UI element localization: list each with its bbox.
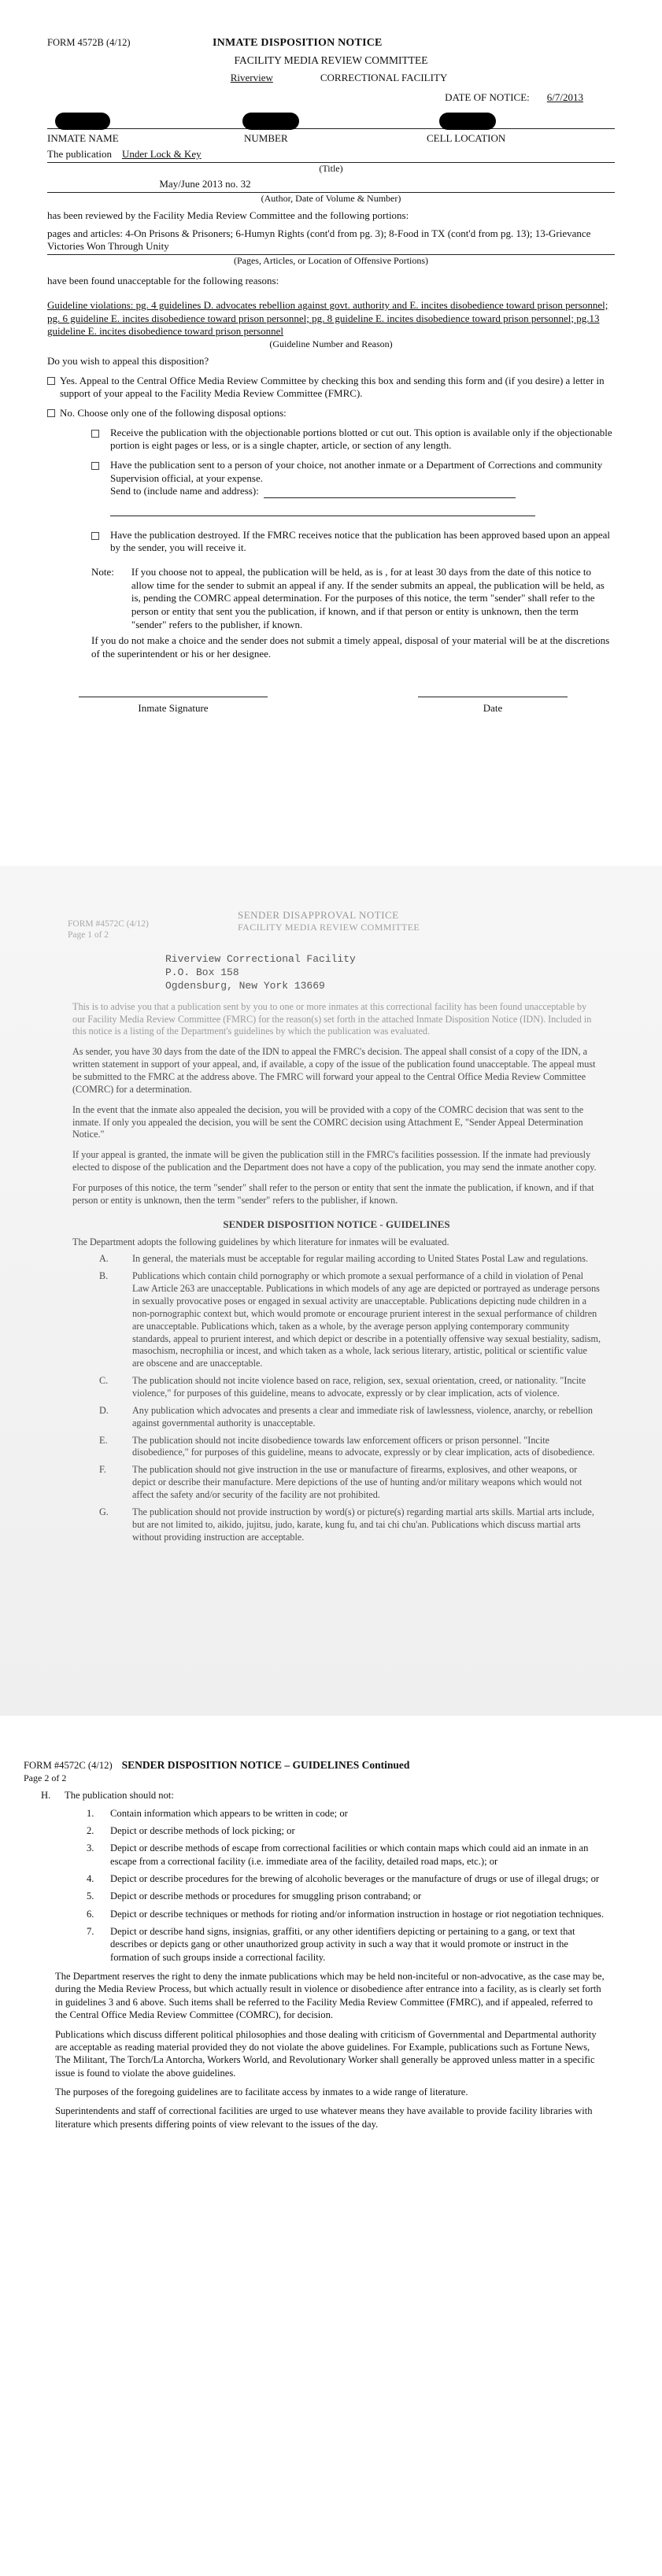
redaction-name <box>55 113 110 130</box>
send-to-address-field[interactable] <box>264 486 516 498</box>
list-text: Depict or describe methods or procedures for smuggling prison contraband; or <box>110 1890 422 1902</box>
send-to-address-field-2[interactable] <box>110 504 535 516</box>
list-text: Depict or describe methods of escape from correctional facilities or which contain maps which could aid an inmate in an escape from a correctional facility (i.e. immediate area of the facility, detailed road maps, etc.); or <box>110 1842 589 1867</box>
page-gap <box>0 1716 662 1724</box>
guidelines-list <box>72 1253 601 1543</box>
cell-location-label: CELL LOCATION <box>427 131 506 144</box>
blot-out-text: Receive the publication with the objectionable portions blotted or cut out. This option is available only if the objectionable portion is eight pages or less, or is a single chapter, article, or section of any length. <box>110 426 612 452</box>
guideline-text: Publications which contain child pornography or which promote a sexual performance of a child in violation of Penal Law Article 263 are unacceptable. Publications in which models of any age are depicted or portrayed as underage persons in sexually provocative poses or engaged in sexual activity are unacceptable. Publications depicting nude children in a non-pornographic context but, which would promote or encourage prurient interest in the sexual performance of children are unacceptable. Publications which, taken as a whole, by the average person applying contemporary community standards, appeal to prurient interest, and which depict or describe in a potentially offensive way sexual bestiality, sadism, masochism, necrophilia or incest, and which taken as a whole, lack serious literary, artistic, political or scientific value are obscene and are unacceptable. <box>132 1270 601 1369</box>
guidelines-intro: The Department adopts the following guidelines by which literature for inmates will be evaluated. <box>72 1236 449 1247</box>
volume-value: May/June 2013 no. 32 <box>47 178 615 193</box>
inmate-disposition-notice-page <box>0 0 662 858</box>
guideline-letter: F. <box>99 1464 106 1476</box>
list-item <box>24 1890 607 1902</box>
inmate-labels-row <box>47 132 615 146</box>
sender-para-3: In the event that the inmate also appealed the decision, you will be provided with a copy of the COMRC decision that was sent to the inmate. If only you appealed the decision, you will be sent the COMRC decision using Attachment E, "Sender Appeal Determination Notice." <box>72 1103 584 1140</box>
guideline-h-intro: The publication should not: <box>65 1790 174 1802</box>
list-item <box>24 1872 607 1885</box>
list-number: 5. <box>87 1890 94 1902</box>
list-number: 7. <box>87 1926 94 1938</box>
note-block <box>47 566 615 631</box>
inmate-number-label: NUMBER <box>244 131 288 144</box>
guideline-item <box>72 1506 601 1544</box>
guideline-item <box>72 1375 601 1400</box>
facility-address-line3: Ogdensburg, New York 13669 <box>165 979 325 992</box>
guideline-text: In general, the materials must be acceptable for regular mailing according to United States Postal Law and regulations. <box>132 1253 589 1265</box>
list-item <box>24 1807 607 1820</box>
date-label: DATE OF NOTICE: <box>445 91 530 103</box>
facility-name: Riverview <box>230 72 273 84</box>
date-of-notice-line <box>47 91 583 105</box>
guideline-item <box>72 1435 601 1460</box>
committee-name: FACILITY MEDIA REVIEW COMMITTEE <box>234 54 428 66</box>
appeal-yes-text: Yes. Appeal to the Central Office Media Review Committee by checking this box and sending this form and (if you desire) a letter in support of your appeal to the Facility Media Review Committee (FMRC). <box>60 374 605 400</box>
department-reserves-para: The Department reserves the right to deny the inmate publications which may be held non-inciteful or non-advocative, as the case may be, during the Media Review Process, but which actually result in violence or disobedience after entrance into a facility, as is clearly set forth in guidelines 3 and 6 above. Such items shall be referred to the Facility Media Review Committee (FMRC), and if appealed, referred to the Central Office Media Review Committee (COMRC), for decision. <box>55 1971 605 2021</box>
guideline-item <box>72 1253 601 1266</box>
page-gap <box>0 858 662 866</box>
guideline-letter: C. <box>99 1375 109 1387</box>
note-text: If you choose not to appeal, the publication will be held, as is , for at least 30 days from the date of this notice to allow time for the sender to submit an appeal if any. If the sender submits an appeal, the publication will be held, as is, pending the COMRC appeal determination. For the purposes of this notice, the term "sender" shall refer to the person or entity that sent you the publication, if known, and if that person or entity is unknown, then the term "sender" refers to the publisher, if known. <box>131 566 605 630</box>
list-text: Depict or describe hand signs, insignias, graffiti, or any other identifiers depicting or pertaining to a gang, or text that describes or depicts gang or other unauthorized group activity in such a way that it would promote or instruct in the formation of such groups inside a correctional facility. <box>110 1926 575 1963</box>
list-item <box>24 1925 607 1964</box>
publication-line <box>47 148 615 163</box>
date-value: 6/7/2013 <box>546 91 583 103</box>
political-publications-para: Publications which discuss different political philosophies and those dealing with criticism of Governmental and Departmental authority are acceptable as reading material provided they do not violate the above guidelines. For Example, publications such as Fortune News, The Militant, The Torch/La Antorcha, Workers World, and Revolutionary Worker shall generally be approved unless matter in a specific issue is found to violate the above guidelines. <box>55 2028 597 2079</box>
committee-name: FACILITY MEDIA REVIEW COMMITTEE <box>238 922 420 933</box>
page-number: Page 1 of 2 <box>68 930 109 940</box>
facility-address-line2: P.O. Box 158 <box>165 966 239 978</box>
list-text: Depict or describe methods of lock picking; or <box>110 1824 295 1836</box>
superintendents-para: Superintendents and staff of correctional facilities are urged to use whatever means they have available to provide facility libraries with literature which presents differing points of view relevant to the issues of the day. <box>55 2105 593 2130</box>
volume-caption: (Author, Date of Volume & Number) <box>261 192 401 204</box>
page3-header <box>24 1758 607 1772</box>
guideline-text: Any publication which advocates and presents a clear and immediate risk of lawlessness, violence, anarchy, or rebellion against governmental authority is unacceptable. <box>132 1404 594 1428</box>
guideline-item <box>72 1270 601 1370</box>
disposal-option-blot[interactable] <box>47 427 615 453</box>
disposal-option-destroy[interactable] <box>47 529 615 555</box>
inmate-name-label: INMATE NAME <box>47 131 119 144</box>
appeal-yes-checkbox[interactable] <box>47 377 55 385</box>
signature-date-label: Date <box>483 702 503 715</box>
guidelines-title: SENDER DISPOSITION NOTICE - GUIDELINES <box>223 1218 450 1230</box>
redaction-cell <box>439 113 496 130</box>
send-checkbox[interactable] <box>91 462 99 470</box>
page2-header <box>68 909 601 969</box>
form-code: FORM #4572C (4/12) <box>24 1760 113 1771</box>
guideline-letter: H. <box>41 1790 51 1802</box>
sender-para-1: This is to advise you that a publication sent by you to one or more inmates at this correctional facility has been found unacceptable by our Facility Media Review Committee (FMRC) for the reason(s) set forth in the attached Inmate Disposition Notice (IDN). Included in this notice is a listing of the Department's guidelines by which the publication was evaluated. <box>72 1000 592 1037</box>
redaction-number <box>242 113 299 130</box>
facility-line <box>47 72 615 85</box>
guideline-letter: B. <box>99 1270 109 1282</box>
form-code: FORM #4572C (4/12) <box>68 919 149 929</box>
disposal-option-send[interactable] <box>47 459 615 516</box>
guideline-text: The publication should not incite violence based on race, religion, sex, sexual orientation, creed, or nationality. "Incite violence," for purposes of this guideline, means to advocate, expressly or by clear implication, acts of violence. <box>132 1375 586 1399</box>
list-number: 6. <box>87 1908 94 1920</box>
guideline-h <box>24 1789 607 1802</box>
sender-para-2: As sender, you have 30 days from the date of the IDN to appeal the FMRC's decision. The appeal shall consist of a copy of the IDN, a written statement in support of your appeal, and, if available, a copy of the issue of the publication found unacceptable. The appeal must be submitted to the FMRC at the address above. The FMRC will forward your appeal to the Central Office Media Review Committee (COMRC) for a determination. <box>72 1046 596 1095</box>
list-text: Depict or describe procedures for the brewing of alcoholic beverages or the manufacture of drugs or use of illegal drugs; or <box>110 1872 600 1884</box>
sender-para-5: For purposes of this notice, the term "sender" shall refer to the person or entity that sent the inmate the publication, if known, and if that person or entity is unknown, then the term "sender" refers to the publisher, if known. <box>72 1181 594 1206</box>
sender-para-4: If your appeal is granted, the inmate will be given the publication still in the FMRC's facilities possession. If the inmate had previously elected to dispose of the publication and the Department does not have a copy of the publication, you may send the inmate another copy. <box>72 1149 597 1173</box>
list-item <box>24 1824 607 1837</box>
signature-row <box>47 697 615 715</box>
list-item <box>24 1842 607 1868</box>
note-label: Note: <box>91 566 114 578</box>
final-text: If you do not make a choice and the sender does not submit a timely appeal, disposal of your material will be at the discretions of the superintendent or his or her designee. <box>91 634 610 660</box>
portions-caption: (Pages, Articles, or Location of Offensive Portions) <box>233 254 429 266</box>
list-number: 3. <box>87 1842 94 1854</box>
guideline-text: The publication should not incite disobedience towards law enforcement officers or prison personnel. "Incite disobedience," for purposes of this guideline, means to advocate, expressly or by clear implication, acts of disobedience. <box>132 1434 595 1458</box>
guideline-letter: D. <box>99 1404 109 1416</box>
appeal-question: Do you wish to appeal this disposition? <box>47 355 209 368</box>
redacted-inmate-info <box>47 109 615 129</box>
guideline-item <box>72 1405 601 1430</box>
page1-header <box>47 36 615 50</box>
guideline-item <box>72 1464 601 1502</box>
list-number: 4. <box>87 1872 94 1884</box>
list-number: 2. <box>87 1824 94 1836</box>
appeal-no-option[interactable] <box>47 407 615 420</box>
guideline-text: The publication should not provide instruction by word(s) or picture(s) regarding martial arts skills. Martial arts include, but are not limited to, aikido, jujitsu, judo, karate, kung fu, and tai chi chu'an. Publications which discuss martial arts without providing instruction are acceptable. <box>132 1506 594 1543</box>
notice-title: INMATE DISPOSITION NOTICE <box>213 37 383 49</box>
guideline-text: The publication should not give instruction in the use or manufacture of firearms, explosives, and other weapons, or depict or describe their manufacture. Mere depictions of the use of hunting and/or military weapons which would not affect the safety and/or security of the facility are not prohibited. <box>132 1464 582 1501</box>
guideline-letter: A. <box>99 1253 109 1265</box>
list-item <box>24 1908 607 1920</box>
list-number: 1. <box>87 1807 94 1819</box>
sender-disapproval-notice-page <box>0 866 662 1716</box>
send-to-label: Send to (include name and address): <box>110 485 259 497</box>
guidelines-continued-page <box>0 1724 662 2576</box>
reviewed-text: has been reviewed by the Facility Media Review Committee and the following portions: <box>47 209 409 222</box>
facility-address-line1: Riverview Correctional Facility <box>165 953 356 965</box>
destroy-text: Have the publication destroyed. If the FMRC receives notice that the publication has been approved based upon an appeal by the sender, you will receive it. <box>110 528 610 554</box>
page-number: Page 2 of 2 <box>24 1772 67 1783</box>
offensive-portions: pages and articles: 4-On Prisons & Prisoners; 6-Humyn Rights (cont'd from pg. 3); 8-Food in TX (cont'd from pg. 13); 13-Grievance Victories Won Through Unity <box>47 227 615 255</box>
purposes-para: The purposes of the foregoing guidelines are to facilitate access by inmates to a wide range of literature. <box>55 2086 468 2097</box>
list-text: Depict or describe techniques or methods for rioting and/or information instruction in hostage or riot negotiation techniques. <box>110 1908 605 1920</box>
reasons-caption: (Guideline Number and Reason) <box>269 338 393 349</box>
form-code: FORM 4572B (4/12) <box>47 37 131 48</box>
guideline-reasons: Guideline violations: pg. 4 guidelines D. advocates rebellion against govt. authority and E. incites disobedience toward prison personnel; pg. 6 guideline E. incites disobedience toward prison personnel; pg. 8 guideline E. incites disobedience toward prison personnel; pg.13 guideline E. incites disobedience toward prison personnel <box>47 298 608 338</box>
title-caption: (Title) <box>319 162 343 174</box>
guideline-letter: E. <box>99 1434 108 1446</box>
list-text: Contain information which appears to be written in code; or <box>110 1807 348 1819</box>
publication-label: The publication <box>47 148 112 161</box>
guideline-letter: G. <box>99 1506 109 1517</box>
blot-out-checkbox[interactable] <box>91 430 99 438</box>
guidelines-continued-title: SENDER DISPOSITION NOTICE – GUIDELINES Continued <box>121 1759 410 1771</box>
publication-value: Under Lock & Key <box>121 148 202 161</box>
send-text: Have the publication sent to a person of your choice, not another inmate or a Department of Corrections and community Supervision official, at your expense. <box>110 458 603 484</box>
facility-label: CORRECTIONAL FACILITY <box>320 72 448 84</box>
destroy-checkbox[interactable] <box>91 532 99 540</box>
sender-notice-title: SENDER DISAPPROVAL NOTICE <box>238 909 399 921</box>
appeal-yes-option[interactable] <box>47 375 615 401</box>
inmate-signature-label: Inmate Signature <box>138 702 209 715</box>
appeal-no-checkbox[interactable] <box>47 409 55 417</box>
unacceptable-text: have been found unacceptable for the following reasons: <box>47 275 279 287</box>
appeal-no-text: No. Choose only one of the following disposal options: <box>60 407 287 419</box>
